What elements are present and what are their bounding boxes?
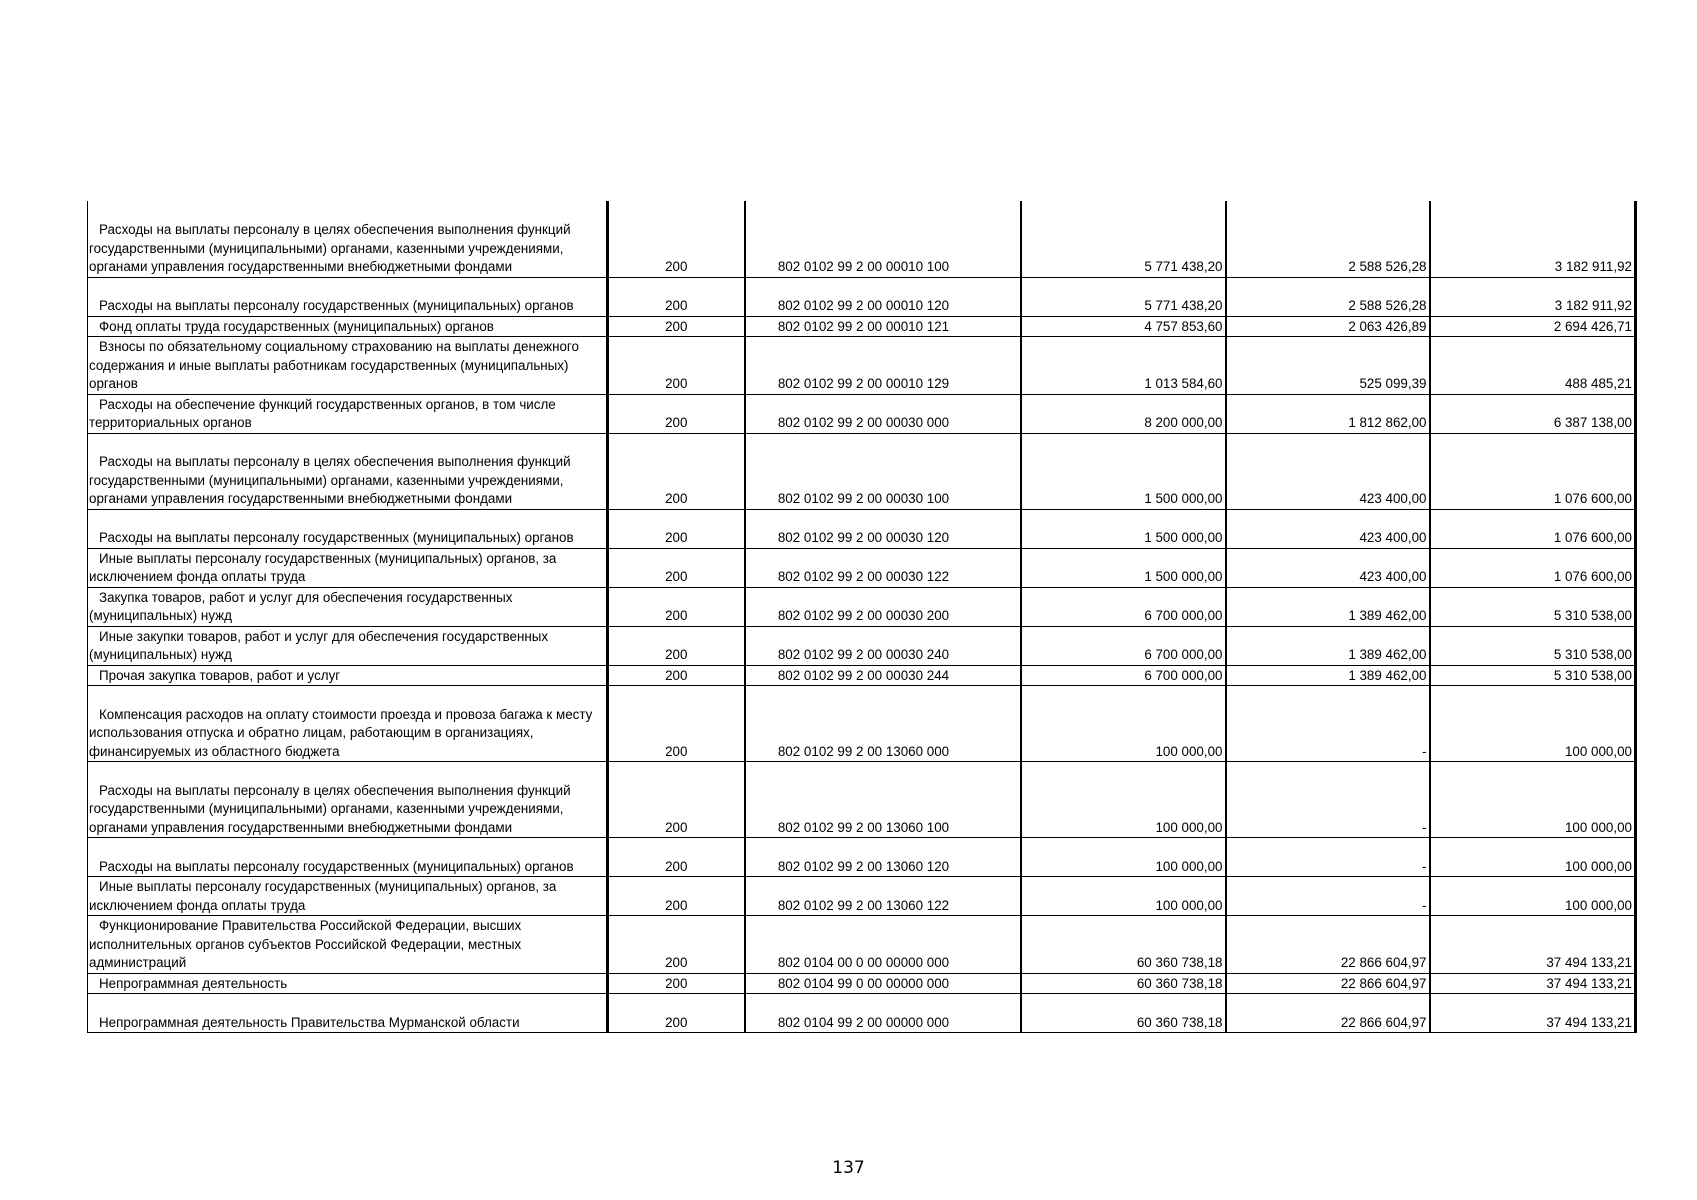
executed-amount: 1 812 862,00 [1348, 415, 1427, 430]
budget-classification-code-cell [745, 838, 1021, 877]
executed-amount-cell [1226, 587, 1430, 626]
item-name: Расходы на выплаты персоналу государственных (муниципальных) органов [99, 530, 574, 545]
item-name-cell [88, 337, 608, 395]
budget-classification-code-cell [745, 548, 1021, 587]
line-code: 200 [665, 667, 688, 683]
executed-amount-cell [1226, 686, 1430, 762]
budget-classification-code: 802 0102 99 2 00 00030 120 [777, 530, 950, 545]
executed-amount-cell [1226, 277, 1430, 316]
budget-classification-code: 802 0102 99 2 00 13060 000 [777, 743, 950, 759]
budget-classification-code: 802 0102 99 2 00 00030 122 [777, 569, 950, 584]
budget-classification-code: 802 0102 99 2 00 00030 240 [777, 647, 950, 662]
approved-amount: 1 500 000,00 [1144, 569, 1223, 584]
line-code: 200 [665, 1014, 688, 1030]
unexecuted-amount: 37 494 133,21 [1546, 955, 1632, 970]
executed-amount: 2 063 426,89 [1348, 318, 1427, 334]
executed-amount: - [1422, 743, 1427, 759]
executed-amount-cell [1226, 762, 1430, 838]
item-name: Иные выплаты персоналу государственных (муниципальных) органов, за исключением фонда оплаты труда [89, 879, 557, 913]
unexecuted-amount-cell [1430, 686, 1636, 762]
line-code-cell [608, 277, 745, 316]
budget-classification-code: 802 0104 99 2 00 00000 000 [777, 1014, 950, 1030]
item-name-cell [88, 433, 608, 509]
unexecuted-amount: 37 494 133,21 [1546, 1014, 1632, 1030]
page-number: 137 [832, 1158, 865, 1178]
item-name-cell [88, 277, 608, 316]
unexecuted-amount-cell [1430, 973, 1636, 994]
table-body [88, 201, 1636, 1033]
unexecuted-amount-cell [1430, 394, 1636, 433]
line-code: 200 [665, 897, 688, 913]
approved-amount: 60 360 738,18 [1136, 975, 1223, 991]
approved-amount: 4 757 853,60 [1144, 318, 1223, 334]
item-name: Иные выплаты персоналу государственных (муниципальных) органов, за исключением фонда оплаты труда [89, 550, 557, 584]
budget-classification-code: 802 0102 99 2 00 00010 100 [777, 259, 950, 274]
budget-classification-code-cell [745, 626, 1021, 665]
approved-amount-cell [1021, 686, 1226, 762]
unexecuted-amount-cell [1430, 877, 1636, 916]
executed-amount: 2 588 526,28 [1348, 298, 1427, 313]
executed-amount: 423 400,00 [1359, 569, 1427, 584]
budget-classification-code-cell [745, 201, 1021, 277]
executed-amount-cell [1226, 509, 1430, 548]
executed-amount-cell [1226, 548, 1430, 587]
line-code-cell [608, 433, 745, 509]
approved-amount-cell [1021, 994, 1226, 1033]
executed-amount-cell [1226, 316, 1430, 337]
unexecuted-amount: 6 387 138,00 [1553, 415, 1632, 430]
budget-classification-code-cell [745, 665, 1021, 686]
line-code: 200 [665, 647, 688, 662]
item-name: Расходы на выплаты персоналу государственных (муниципальных) органов [99, 858, 574, 874]
executed-amount: 423 400,00 [1359, 530, 1427, 545]
line-code: 200 [665, 259, 688, 274]
item-name: Расходы на выплаты персоналу в целях обеспечения выполнения функций государственными (муниципальными) органами, казенными учреждениями, органами управления государственными внебюджетными фондами [89, 222, 571, 274]
table-row [88, 587, 1636, 626]
approved-amount-cell [1021, 277, 1226, 316]
budget-classification-code: 802 0104 00 0 00 00000 000 [777, 955, 950, 970]
item-name: Непрограммная деятельность Правительства Мурманской области [99, 1014, 520, 1030]
line-code-cell [608, 201, 745, 277]
table-row [88, 316, 1636, 337]
unexecuted-amount: 100 000,00 [1564, 897, 1632, 913]
unexecuted-amount-cell [1430, 316, 1636, 337]
item-name: Расходы на выплаты персоналу в целях обеспечения выполнения функций государственными (муниципальными) органами, казенными учреждениями, органами управления государственными внебюджетными фондами [89, 454, 571, 506]
line-code-cell [608, 626, 745, 665]
executed-amount: 2 588 526,28 [1348, 259, 1427, 274]
item-name: Взносы по обязательному социальному страхованию на выплаты денежного содержания и иные выплаты работникам государственных (муниципальных) органов [89, 339, 579, 391]
line-code: 200 [665, 298, 688, 313]
executed-amount-cell [1226, 337, 1430, 395]
item-name-cell [88, 838, 608, 877]
unexecuted-amount: 3 182 911,92 [1554, 298, 1632, 313]
budget-classification-code-cell [745, 433, 1021, 509]
unexecuted-amount-cell [1430, 626, 1636, 665]
table-row [88, 337, 1636, 395]
line-code-cell [608, 337, 745, 395]
item-name-cell [88, 316, 608, 337]
line-code-cell [608, 973, 745, 994]
unexecuted-amount: 3 182 911,92 [1554, 259, 1632, 274]
approved-amount: 6 700 000,00 [1144, 608, 1223, 623]
executed-amount-cell [1226, 994, 1430, 1033]
approved-amount-cell [1021, 877, 1226, 916]
table-row [88, 626, 1636, 665]
line-code: 200 [665, 608, 688, 623]
unexecuted-amount: 5 310 538,00 [1553, 667, 1632, 683]
budget-classification-code: 802 0102 99 2 00 00010 121 [777, 318, 950, 334]
budget-classification-code-cell [745, 762, 1021, 838]
unexecuted-amount-cell [1430, 587, 1636, 626]
line-code-cell [608, 838, 745, 877]
budget-execution-table [87, 201, 1637, 1033]
line-code-cell [608, 665, 745, 686]
executed-amount-cell [1226, 626, 1430, 665]
unexecuted-amount-cell [1430, 762, 1636, 838]
line-code-cell [608, 994, 745, 1033]
approved-amount: 1 500 000,00 [1144, 530, 1223, 545]
item-name: Закупка товаров, работ и услуг для обеспечения государственных (муниципальных) нужд [89, 589, 513, 623]
approved-amount-cell [1021, 394, 1226, 433]
executed-amount: 423 400,00 [1359, 491, 1427, 506]
unexecuted-amount: 37 494 133,21 [1546, 975, 1632, 991]
approved-amount: 100 000,00 [1155, 743, 1223, 759]
item-name-cell [88, 394, 608, 433]
unexecuted-amount: 5 310 538,00 [1553, 647, 1632, 662]
item-name-cell [88, 762, 608, 838]
line-code-cell [608, 316, 745, 337]
executed-amount: - [1422, 819, 1427, 835]
table-row [88, 394, 1636, 433]
budget-classification-code-cell [745, 316, 1021, 337]
line-code: 200 [665, 376, 688, 391]
executed-amount: 1 389 462,00 [1348, 608, 1427, 623]
item-name: Расходы на обеспечение функций государственных органов, в том числе территориальных органов [89, 396, 556, 430]
line-code: 200 [665, 530, 688, 545]
approved-amount: 100 000,00 [1155, 858, 1223, 874]
unexecuted-amount-cell [1430, 337, 1636, 395]
line-code: 200 [665, 491, 688, 506]
line-code: 200 [665, 858, 688, 874]
item-name-cell [88, 587, 608, 626]
line-code-cell [608, 394, 745, 433]
item-name: Непрограммная деятельность [99, 975, 288, 991]
line-code-cell [608, 877, 745, 916]
budget-classification-code: 802 0102 99 2 00 13060 100 [777, 819, 950, 835]
unexecuted-amount-cell [1430, 277, 1636, 316]
approved-amount: 60 360 738,18 [1136, 1014, 1223, 1030]
executed-amount-cell [1226, 394, 1430, 433]
line-code: 200 [665, 975, 688, 991]
item-name-cell [88, 994, 608, 1033]
executed-amount-cell [1226, 973, 1430, 994]
item-name: Функционирование Правительства Российской Федерации, высших исполнительных органов субъектов Российской Федерации, местных администраций [89, 918, 522, 970]
budget-classification-code-cell [745, 973, 1021, 994]
unexecuted-amount: 100 000,00 [1564, 819, 1632, 835]
item-name: Прочая закупка товаров, работ и услуг [99, 667, 341, 683]
table-row [88, 665, 1636, 686]
executed-amount: 1 389 462,00 [1348, 667, 1427, 683]
budget-classification-code: 802 0102 99 2 00 00030 100 [777, 491, 950, 506]
item-name-cell [88, 509, 608, 548]
unexecuted-amount: 2 694 426,71 [1553, 318, 1632, 334]
table-row [88, 433, 1636, 509]
approved-amount-cell [1021, 838, 1226, 877]
line-code: 200 [665, 415, 688, 430]
table-row [88, 994, 1636, 1033]
line-code-cell [608, 587, 745, 626]
line-code: 200 [665, 819, 688, 835]
item-name-cell [88, 548, 608, 587]
budget-classification-code: 802 0102 99 2 00 00030 244 [777, 667, 950, 683]
budget-classification-code-cell [745, 916, 1021, 974]
unexecuted-amount-cell [1430, 509, 1636, 548]
executed-amount: - [1422, 858, 1427, 874]
budget-classification-code-cell [745, 394, 1021, 433]
table-row [88, 548, 1636, 587]
unexecuted-amount: 100 000,00 [1564, 858, 1632, 874]
approved-amount-cell [1021, 548, 1226, 587]
line-code-cell [608, 509, 745, 548]
executed-amount-cell [1226, 916, 1430, 974]
approved-amount-cell [1021, 916, 1226, 974]
approved-amount: 100 000,00 [1155, 819, 1223, 835]
approved-amount-cell [1021, 509, 1226, 548]
item-name-cell [88, 877, 608, 916]
item-name-cell [88, 686, 608, 762]
line-code-cell [608, 548, 745, 587]
budget-classification-code-cell [745, 337, 1021, 395]
approved-amount-cell [1021, 626, 1226, 665]
line-code-cell [608, 916, 745, 974]
approved-amount: 5 771 438,20 [1144, 298, 1223, 313]
unexecuted-amount: 100 000,00 [1564, 743, 1632, 759]
approved-amount: 1 500 000,00 [1144, 491, 1223, 506]
item-name: Компенсация расходов на оплату стоимости проезда и провоза багажа к месту использования отпуска и обратно лицам, работающим в организациях, финансируемых из областного бюджета [89, 706, 593, 759]
unexecuted-amount: 1 076 600,00 [1553, 569, 1632, 584]
budget-classification-code-cell [745, 277, 1021, 316]
line-code: 200 [665, 743, 688, 759]
budget-classification-code-cell [745, 877, 1021, 916]
table-row [88, 686, 1636, 762]
executed-amount-cell [1226, 433, 1430, 509]
line-code: 200 [665, 569, 688, 584]
line-code-cell [608, 762, 745, 838]
item-name: Расходы на выплаты персоналу государственных (муниципальных) органов [99, 298, 574, 313]
budget-classification-code: 802 0102 99 2 00 13060 120 [777, 858, 950, 874]
executed-amount: 22 866 604,97 [1340, 955, 1427, 970]
approved-amount: 6 700 000,00 [1144, 647, 1223, 662]
approved-amount: 100 000,00 [1155, 897, 1223, 913]
approved-amount-cell [1021, 762, 1226, 838]
executed-amount-cell [1226, 838, 1430, 877]
executed-amount: 22 866 604,97 [1340, 1014, 1427, 1030]
unexecuted-amount-cell [1430, 916, 1636, 974]
unexecuted-amount-cell [1430, 433, 1636, 509]
line-code: 200 [665, 318, 688, 334]
approved-amount: 8 200 000,00 [1144, 415, 1223, 430]
unexecuted-amount: 1 076 600,00 [1553, 491, 1632, 506]
approved-amount: 1 013 584,60 [1144, 376, 1223, 391]
item-name-cell [88, 973, 608, 994]
approved-amount: 5 771 438,20 [1144, 259, 1223, 274]
unexecuted-amount: 488 485,21 [1564, 376, 1632, 391]
approved-amount-cell [1021, 337, 1226, 395]
table-row [88, 762, 1636, 838]
budget-classification-code-cell [745, 509, 1021, 548]
budget-classification-code-cell [745, 994, 1021, 1033]
table-row [88, 973, 1636, 994]
approved-amount: 60 360 738,18 [1136, 955, 1223, 970]
unexecuted-amount: 1 076 600,00 [1553, 530, 1632, 545]
executed-amount: - [1422, 897, 1427, 913]
line-code-cell [608, 686, 745, 762]
unexecuted-amount-cell [1430, 665, 1636, 686]
budget-classification-code: 802 0102 99 2 00 00030 200 [777, 608, 950, 623]
item-name: Фонд оплаты труда государственных (муниципальных) органов [99, 318, 494, 334]
item-name-cell [88, 201, 608, 277]
executed-amount: 1 389 462,00 [1348, 647, 1427, 662]
budget-classification-code-cell [745, 686, 1021, 762]
budget-classification-code-cell [745, 587, 1021, 626]
unexecuted-amount: 5 310 538,00 [1553, 608, 1632, 623]
table-row [88, 201, 1636, 277]
budget-classification-code: 802 0102 99 2 00 00010 129 [777, 376, 950, 391]
item-name-cell [88, 626, 608, 665]
table-row [88, 277, 1636, 316]
unexecuted-amount-cell [1430, 994, 1636, 1033]
executed-amount: 525 099,39 [1359, 376, 1427, 391]
item-name: Иные закупки товаров, работ и услуг для обеспечения государственных (муниципальных) нужд [89, 628, 549, 662]
unexecuted-amount-cell [1430, 201, 1636, 277]
budget-classification-code: 802 0102 99 2 00 13060 122 [777, 897, 950, 913]
approved-amount-cell [1021, 665, 1226, 686]
executed-amount-cell [1226, 665, 1430, 686]
budget-classification-code: 802 0102 99 2 00 00010 120 [777, 298, 950, 313]
approved-amount-cell [1021, 587, 1226, 626]
table-row [88, 509, 1636, 548]
approved-amount-cell [1021, 433, 1226, 509]
approved-amount-cell [1021, 973, 1226, 994]
executed-amount-cell [1226, 201, 1430, 277]
approved-amount-cell [1021, 316, 1226, 337]
budget-classification-code: 802 0102 99 2 00 00030 000 [777, 415, 950, 430]
line-code: 200 [665, 955, 688, 970]
executed-amount: 22 866 604,97 [1340, 975, 1427, 991]
item-name-cell [88, 665, 608, 686]
item-name-cell [88, 916, 608, 974]
table-row [88, 916, 1636, 974]
item-name: Расходы на выплаты персоналу в целях обеспечения выполнения функций государственными (муниципальными) органами, казенными учреждениями, органами управления государственными внебюджетными фондами [89, 782, 571, 835]
approved-amount-cell [1021, 201, 1226, 277]
unexecuted-amount-cell [1430, 838, 1636, 877]
budget-classification-code: 802 0104 99 0 00 00000 000 [777, 975, 950, 991]
unexecuted-amount-cell [1430, 548, 1636, 587]
executed-amount-cell [1226, 877, 1430, 916]
table-row [88, 877, 1636, 916]
table-row [88, 838, 1636, 877]
approved-amount: 6 700 000,00 [1144, 667, 1223, 683]
